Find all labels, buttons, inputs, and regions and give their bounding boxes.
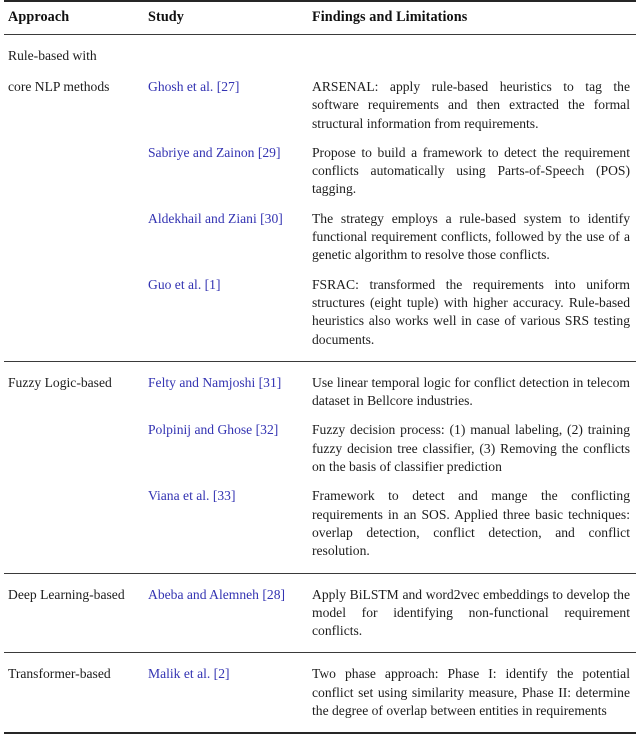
column-header-approach: Approach (8, 9, 70, 25)
table-body (4, 35, 636, 734)
approach-cell (4, 574, 144, 653)
study-citation[interactable]: Guo et al. [1] (148, 276, 221, 292)
study-citation[interactable]: Sabriye and Zainon [29] (148, 144, 281, 160)
header-row (4, 2, 636, 35)
findings-text: The strategy employs a rule-based system to identify functional requirement conflicts, followed by the use of a genetic algorithm to resolve those conflicts. (312, 210, 630, 263)
table-row (4, 653, 636, 733)
findings-text: ARSENAL: apply rule-based heuristics to tag the software requirements and then extracted the formal structural information from requirements. (312, 79, 630, 131)
findings-text: Propose to build a framework to detect the requirement conflicts automatically using Parts-of-Speech (POS) tagging. (312, 144, 630, 197)
study-citation[interactable]: Abeba and Alemneh [28] (148, 586, 286, 602)
table-row (4, 574, 636, 653)
approach-cell (4, 35, 144, 361)
findings-text: Fuzzy decision process: (1) manual labeling, (2) training fuzzy decision tree classifier, (3) Removing the conflicts on the basis of classifier prediction (312, 422, 630, 475)
findings-text: Apply BiLSTM and word2vec embeddings to develop the model for identifying non-functional requirement conflicts. (312, 586, 630, 639)
approach-label: Transformer-based (8, 666, 111, 682)
findings-text: Two phase approach: Phase I: identify the potential conflict set using similarity measure, Phase II: determine the degree of overlap between entities in requirements (312, 666, 630, 719)
approach-label: Rule-based with (8, 48, 97, 63)
approach-cell (4, 653, 144, 733)
approach-label: Deep Learning-based (8, 586, 125, 602)
table-header (4, 1, 636, 35)
findings-text: Use linear temporal logic for conflict detection in telecom dataset in Bellcore industries. (312, 374, 630, 409)
findings-text: FSRAC: transformed the requirements into uniform structures (eight tuple) with higher accuracy. Rule-based heuristics also works well in case of various SRS testing documents. (312, 276, 630, 347)
study-citation[interactable]: Polpinij and Ghose [32] (148, 422, 279, 438)
column-header-study: Study (148, 9, 184, 25)
approach-cell (4, 362, 144, 573)
table-row (4, 35, 636, 133)
study-citation[interactable]: Felty and Namjoshi [31] (148, 374, 282, 390)
findings-text: Framework to detect and mange the conflicting requirements in an SOS. Applied three basic techniques: overlap detection, conflict detection, and conflict resolution. (312, 488, 630, 559)
study-citation[interactable]: Malik et al. [2] (148, 666, 230, 682)
study-citation[interactable]: Ghosh et al. [27] (148, 79, 240, 94)
table-row (4, 362, 636, 411)
approach-label-line2: core NLP methods (8, 79, 110, 95)
comparison-table (4, 0, 636, 734)
column-header-findings: Findings and Limitations (312, 9, 468, 25)
approach-label: Fuzzy Logic-based (8, 374, 112, 390)
study-citation[interactable]: Aldekhail and Ziani [30] (148, 210, 283, 226)
study-citation[interactable]: Viana et al. [33] (148, 488, 236, 504)
